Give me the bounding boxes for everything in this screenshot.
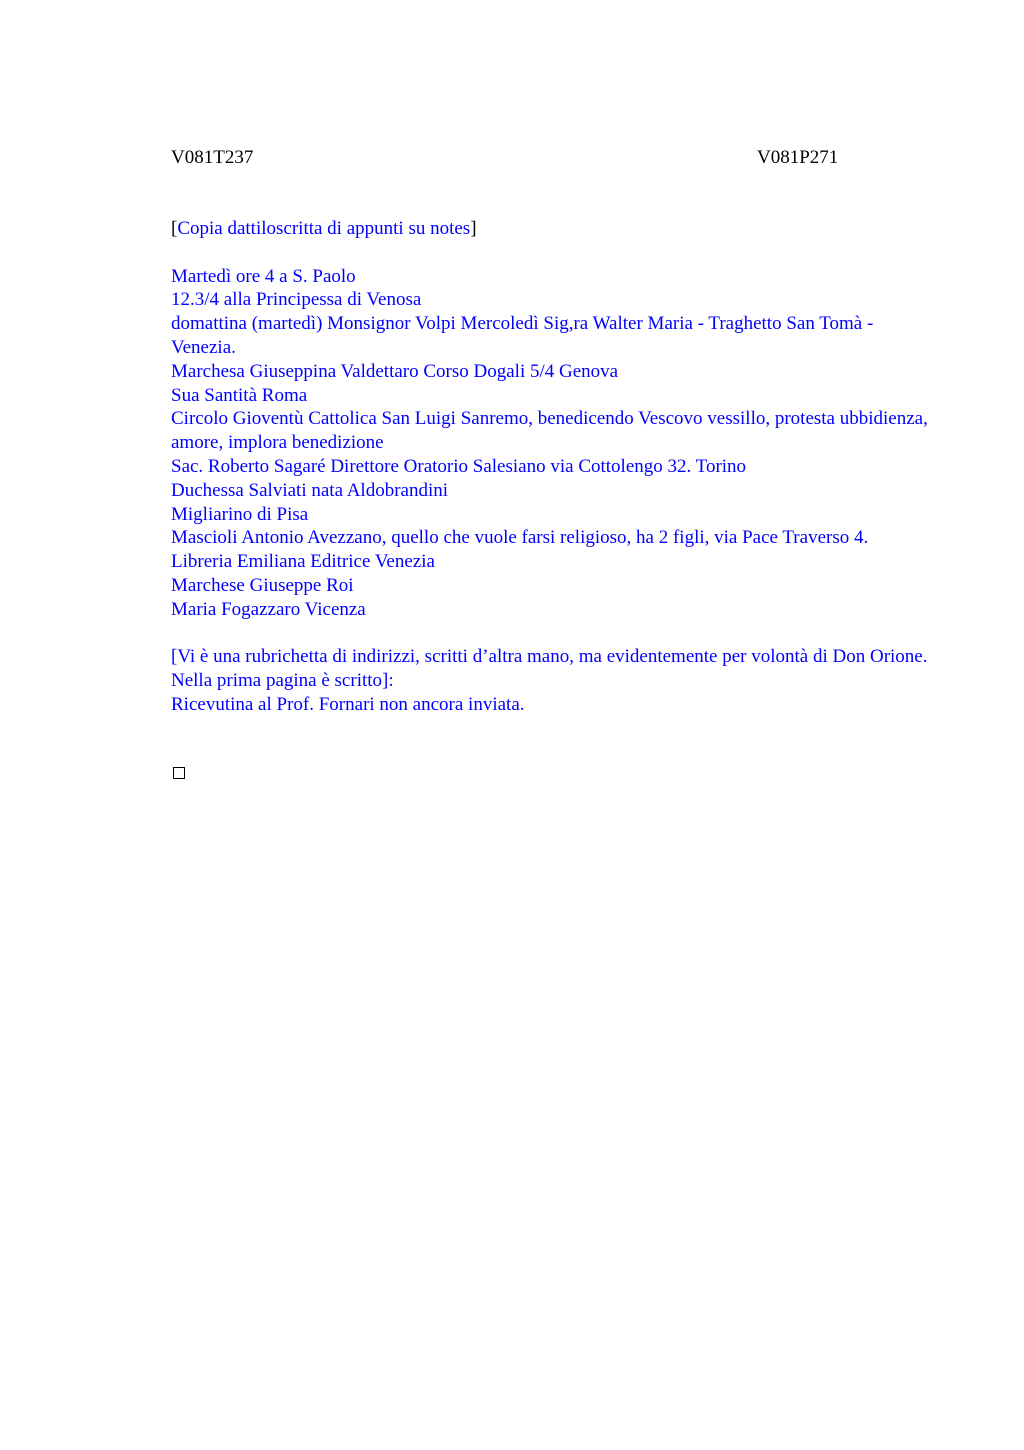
document-code-left: V081T237 bbox=[171, 147, 254, 168]
document-body bbox=[171, 217, 941, 717]
notes-list bbox=[171, 265, 941, 622]
intro-close-bracket: ] bbox=[470, 218, 477, 239]
end-marker-box bbox=[173, 767, 185, 779]
document-code-right: V081P271 bbox=[757, 147, 839, 168]
note-line: Marchesa Giuseppina Valdettaro Corso Dogali 5/4 Genova bbox=[171, 360, 619, 382]
note-line: Sac. Roberto Sagaré Direttore Oratorio Salesiano via Cottolengo 32. Torino bbox=[171, 455, 747, 477]
intro-text: Copia dattiloscritta di appunti su notes bbox=[177, 218, 471, 239]
note-line: Marchese Giuseppe Roi bbox=[171, 574, 354, 596]
intro-line bbox=[171, 217, 941, 241]
spacer bbox=[171, 241, 941, 265]
note-line: Circolo Gioventù Cattolica San Luigi Sanremo, benedicendo Vescovo vessillo, protesta ubbidienza, amore, implora benedizione bbox=[171, 408, 928, 454]
note-line: Maria Fogazzaro Vicenza bbox=[171, 598, 366, 620]
note-line: Duchessa Salviati nata Aldobrandini bbox=[171, 479, 449, 501]
spacer bbox=[171, 622, 941, 646]
note-line: Libreria Emiliana Editrice Venezia bbox=[171, 551, 435, 573]
note-line: Martedì ore 4 a S. Paolo bbox=[171, 265, 356, 287]
note-line: 12.3/4 alla Principessa di Venosa bbox=[171, 289, 422, 311]
note-line: domattina (martedì) Monsignor Volpi Mercoledì Sig,ra Walter Maria - Traghetto San Tomà - Venezia. bbox=[171, 313, 874, 358]
intro-open-bracket: [ bbox=[171, 218, 178, 239]
note-line: Mascioli Antonio Avezzano, quello che vuole farsi religioso, ha 2 figli, via Pace Traverso 4. bbox=[171, 527, 869, 549]
closing-final-line: Ricevutina al Prof. Fornari non ancora inviata. bbox=[171, 693, 525, 715]
closing-bracket-note: [Vi è una rubrichetta di indirizzi, scritti d’altra mano, ma evidentemente per volontà di Don Orione. Nella prima pagina è scritto]: bbox=[171, 646, 928, 692]
note-line: Migliarino di Pisa bbox=[171, 503, 309, 525]
note-line: Sua Santità Roma bbox=[171, 384, 308, 406]
